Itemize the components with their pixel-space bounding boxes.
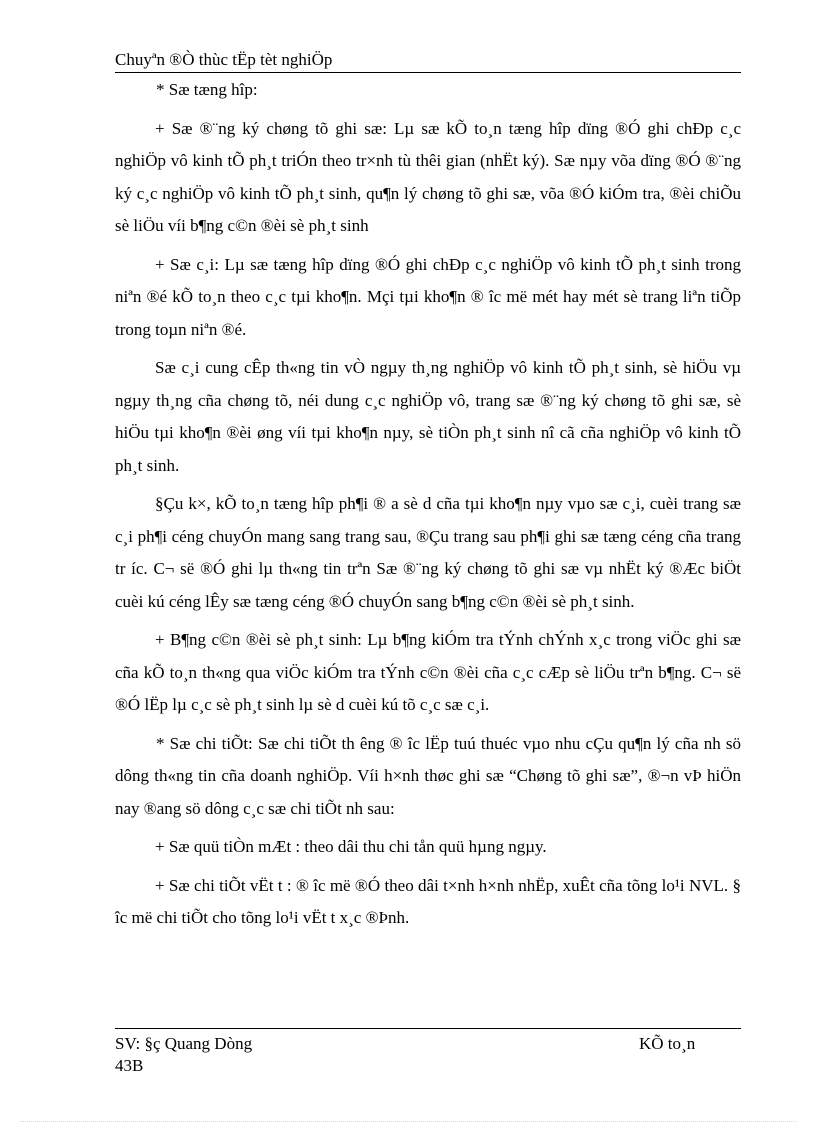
paragraph-period-start: §Çu k×, kÕ to¸n tæng hîp ph¶i ® a sè d cña tµi kho¶n nµy vµo sæ c¸i, cuèi trang sæ c¸i ph¶i céng chuyÓn mang sang trang sau, ®Çu trang sau ph¶i ghi sæ tæng céng cña trang tr íc. C¬ së ®Ó ghi lµ th«ng tin trªn Sæ ®¨ng ký chøng tõ ghi sæ vµ nhËt ký ®Æc biÖt cuèi kú céng lÊy sæ tæng céng ®Ó chuyÓn sang b¶ng c©n ®èi sè ph¸t sinh. bbox=[115, 494, 741, 611]
paragraph-voucher-register: + Sæ ®¨ng ký chøng tõ ghi sæ: Lµ sæ kÕ to¸n tæng hîp dïng ®Ó ghi chÐp c¸c nghiÖp vô kinh tÕ ph¸t triÓn theo tr×nh tù thêi gian (nhËt ký). Sæ nµy võa dïng ®Ó ®¨ng ký c¸c nghiÖp vô kinh tÕ ph¸t sinh, qu¶n lý chøng tõ ghi sæ, võa ®Ó kiÓm tra, ®èi chiÕu sè liÖu víi b¶ng c©n ®èi sè ph¸t sinh bbox=[115, 118, 741, 235]
document-title: Chuyªn ®Ò thùc tËp tèt nghiÖp bbox=[115, 50, 333, 69]
paragraph-ledger-info: Sæ c¸i cung cÊp th«ng tin vÒ ngµy th¸ng nghiÖp vô kinh tÕ ph¸t sinh, sè hiÖu vµ ngµy th¸ng cña chøng tõ, néi dung c¸c nghiÖp vô, trang sæ ®¨ng ký chøng tõ ghi sæ, sè hiÖu tµi kho¶n ®èi øng víi tµi kho¶n nµy, sè tiÒn ph¸t sinh nî cã cña nghiÖp vô kinh tÕ ph¸t sinh. bbox=[115, 358, 741, 475]
paragraph-general-ledger: + Sæ c¸i: Lµ sæ tæng hîp dïng ®Ó ghi chÐp c¸c nghiÖp vô kinh tÕ ph¸t sinh trong niªn ®é kÕ to¸n theo c¸c tµi kho¶n. Mçi tµi kho¶n ® îc më mét hay mét sè trang liªn tiÕp trong toµn niªn ®é. bbox=[115, 254, 741, 339]
footer-divider bbox=[115, 1028, 741, 1029]
paragraph-detail-books: * Sæ chi tiÕt: Sæ chi tiÕt th êng ® îc lËp tuú thuéc vµo nhu cÇu qu¶n lý cña nh sö dông th«ng tin cña doanh nghiÖp. Víi h×nh thøc ghi sæ “Chøng tõ ghi sæ”, ®¬n vÞ hiÖn nay ®ang sö dông c¸c sæ chi tiÕt nh sau: bbox=[115, 733, 741, 818]
header-divider bbox=[115, 72, 741, 73]
document-body bbox=[115, 74, 741, 941]
paragraph-materials-book: + Sæ chi tiÕt vËt t : ® îc më ®Ó theo dâi t×nh h×nh nhËp, xuÊt cña tõng lo¹i NVL. § îc më chi tiÕt cho tõng lo¹i vËt t x¸c ®Þnh. bbox=[115, 875, 741, 927]
paragraph-general-ledger-heading: * Sæ tæng hîp: bbox=[156, 80, 258, 99]
page-header bbox=[115, 48, 741, 72]
paragraph-trial-balance: + B¶ng c©n ®èi sè ph¸t sinh: Lµ b¶ng kiÓm tra tÝnh chÝnh x¸c trong viÖc ghi sæ cña kÕ to¸n th«ng qua viÖc kiÓm tra tÝnh c©n ®èi cña c¸c cÆp sè liÖu trªn b¶ng. C¬ së ®Ó lËp lµ c¸c sè ph¸t sinh lµ sè d cuèi kú tõ c¸c sæ c¸i. bbox=[115, 630, 741, 714]
footer-student: SV: §ç Quang Dòng bbox=[115, 1034, 253, 1053]
page-bottom-edge bbox=[20, 1121, 796, 1122]
footer-department: KÕ to¸n bbox=[639, 1034, 696, 1053]
paragraph-cash-book: + Sæ quü tiÒn mÆt : theo dâi thu chi tån quü hµng ngµy. bbox=[155, 837, 547, 856]
footer-class: 43B bbox=[115, 1056, 144, 1075]
